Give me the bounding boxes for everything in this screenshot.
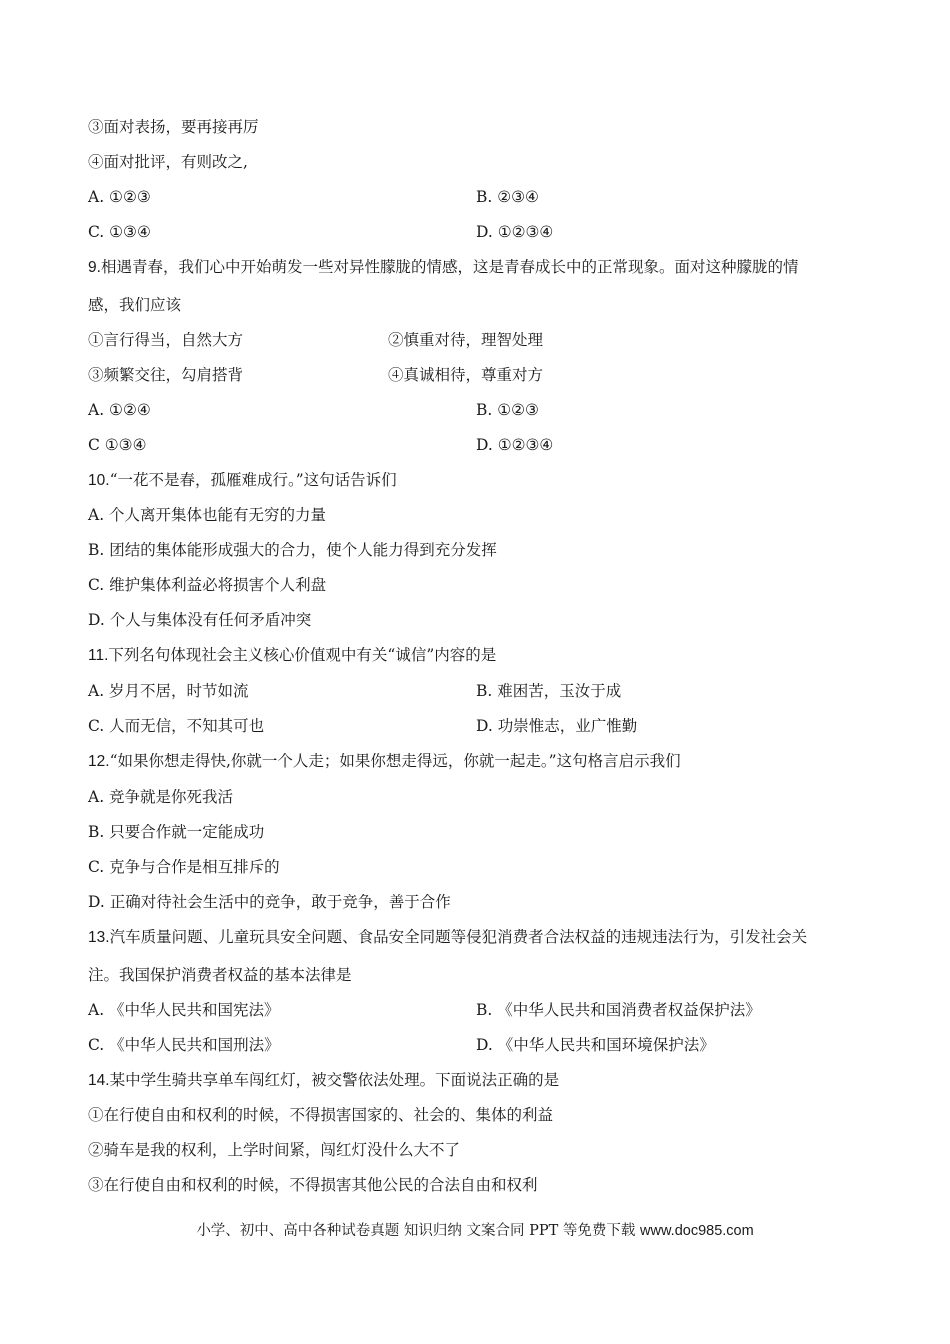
q9-choice-a: A. ①②④: [88, 401, 151, 419]
q8-choice-d: D. ①②③④: [476, 223, 554, 241]
q12-choice-c: C. 克争与合作是相互排斥的: [88, 858, 280, 876]
q11-stem: [88, 645, 496, 666]
q8-choice-c: C. ①③④: [88, 223, 151, 241]
q9-option-3: ③频繁交往，勾肩搭背: [88, 366, 244, 384]
q11-choice-c: C. 人而无信，不知其可也: [88, 717, 265, 735]
footer-text: 小学、初中、高中各种试卷真题 知识归纳 文案合同 PPT 等免费下载: [196, 1223, 641, 1239]
q12-choice-b: B. 只要合作就一定能成功: [88, 823, 265, 841]
q12-stem: [88, 751, 681, 772]
q13-choice-b: B. 《中华人民共和国消费者权益保护法》: [476, 1001, 761, 1019]
q14-option-3: ③在行使自由和权利的时候，不得损害其他公民的合法自由和权利: [88, 1176, 538, 1194]
q9-choice-b: B. ①②③: [476, 401, 539, 419]
q13-choice-d: D. 《中华人民共和国环境保护法》: [476, 1036, 715, 1054]
q9-choice-d: D. ①②③④: [476, 436, 554, 454]
q11-choice-a: A. 岁月不居，时节如流: [88, 682, 249, 700]
q10-stem: [88, 470, 397, 491]
q8-option-3: ③面对表扬，要再接再厉: [88, 118, 259, 136]
q11-number: 11.: [88, 647, 109, 664]
q9-option-4: ④真诚相待，尊重对方: [388, 366, 544, 384]
q14-text: 某中学生骑共享单车闯红灯，被交警依法处理。下面说法正确的是: [109, 1071, 560, 1089]
q13-choice-a: A. 《中华人民共和国宪法》: [88, 1001, 280, 1019]
q14-stem: [88, 1070, 559, 1091]
q9-option-1: ①言行得当，自然大方: [88, 331, 244, 349]
q13-number: 13.: [88, 929, 110, 946]
q12-number: 12.: [88, 753, 110, 770]
q13-choice-c: C. 《中华人民共和国刑法》: [88, 1036, 280, 1054]
q9-text: 相遇青春，我们心中开始萌发一些对异性朦胧的情感，这是青春成长中的正常现象。面对这种朦胧的情: [100, 258, 799, 276]
page-footer: [0, 1221, 950, 1241]
q9-choice-c: C ①③④: [88, 436, 147, 454]
q9-option-2: ②慎重对待，理智处理: [388, 331, 544, 349]
footer-url[interactable]: www.doc985.com: [640, 1223, 754, 1239]
q13-text: 汽车质量问题、儿童玩具安全问题、食品安全同题等侵犯消费者合法权益的违规违法行为，引发社会关: [109, 928, 808, 946]
q14-number: 14.: [88, 1072, 110, 1089]
q12-choice-a: A. 竞争就是你死我活: [88, 788, 234, 806]
q10-choice-d: D. 个人与集体没有任何矛盾冲突: [88, 611, 312, 629]
q9-stem-line1: [88, 257, 798, 278]
q13-stem-line2: 注。我国保护消费者权益的基本法律是: [88, 966, 352, 984]
q8-option-4: ④面对批评，有则改之,: [88, 153, 248, 171]
q10-choice-c: C. 维护集体利益必将损害个人利盘: [88, 576, 327, 594]
q10-number: 10.: [88, 472, 110, 489]
q10-choice-b: B. 团结的集体能形成强大的合力，使个人能力得到充分发挥: [88, 541, 497, 559]
q10-choice-a: A. 个人离开集体也能有无穷的力量: [88, 506, 327, 524]
q14-option-2: ②骑车是我的权利，上学时间紧，闯红灯没什么大不了: [88, 1141, 461, 1159]
q11-choice-d: D. 功崇惟志，业广惟勤: [476, 717, 638, 735]
q9-number: 9.: [88, 259, 101, 276]
q12-choice-d: D. 正确对待社会生活中的竞争，敢于竞争，善于合作: [88, 893, 451, 911]
q10-text: “一花不是春，孤雁难成行。”这句话告诉们: [109, 471, 397, 489]
q8-choice-b: B. ②③④: [476, 188, 539, 206]
q11-choice-b: B. 难困苦，玉汝于成: [476, 682, 622, 700]
q9-stem-line2: 感，我们应该: [88, 296, 182, 314]
q14-option-1: ①在行使自由和权利的时候，不得损害国家的、社会的、集体的利益: [88, 1106, 554, 1124]
q13-stem-line1: [88, 927, 807, 948]
q8-choice-a: A. ①②③: [88, 188, 151, 206]
q12-text: “如果你想走得快,你就一个人走；如果你想走得远，你就一起走。”这句格言启示我们: [109, 752, 681, 770]
q11-text: 下列名句体现社会主义核心价值观中有关“诚信”内容的是: [108, 646, 497, 664]
